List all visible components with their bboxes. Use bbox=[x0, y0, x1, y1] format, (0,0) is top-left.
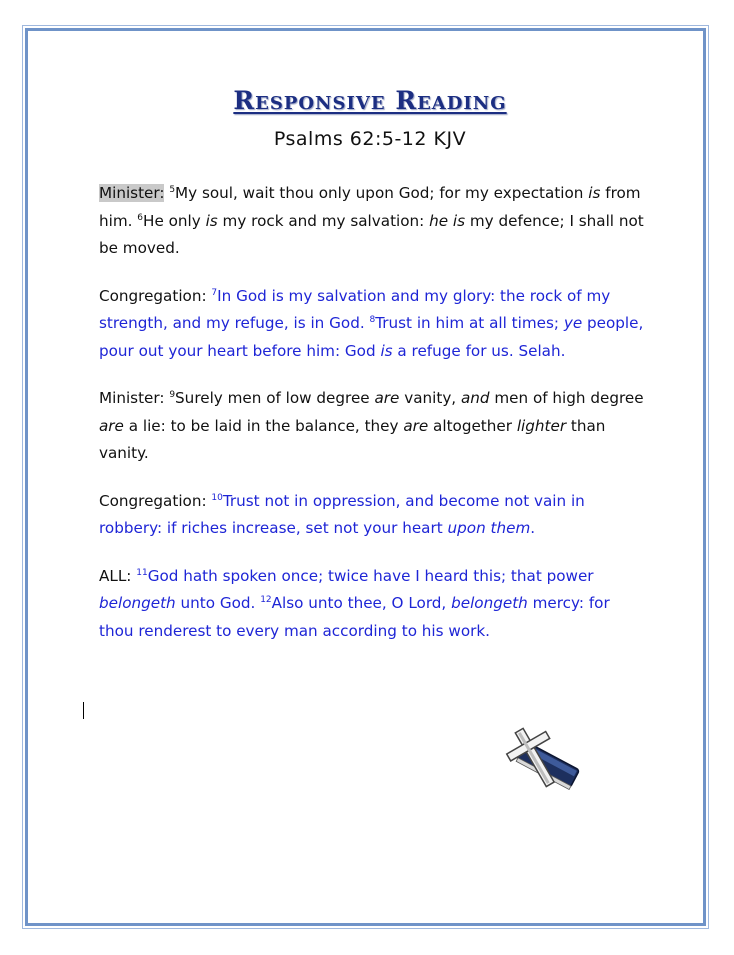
italic-text: belongeth bbox=[99, 594, 176, 612]
italic-text: are bbox=[403, 416, 429, 435]
verse-text: men of high degree bbox=[489, 389, 644, 407]
italic-text: ye bbox=[563, 314, 583, 332]
verse-text: mercy: for thou renderest to every man according to his work. bbox=[99, 594, 610, 640]
verse-number: 8 bbox=[369, 314, 376, 325]
verse-text: my defence; I shall not be moved. bbox=[99, 211, 644, 257]
minister-paragraph-2 bbox=[99, 385, 649, 468]
verse-text: My soul, wait thou only upon God; for my expectation bbox=[175, 184, 589, 202]
verse-text: Trust not in oppression, and become not vain in robbery: if riches increase, set not your heart bbox=[99, 491, 585, 537]
verse-text: Trust in him at all times; bbox=[375, 314, 564, 332]
italic-text: belongeth bbox=[451, 594, 528, 612]
italic-text: he is bbox=[429, 211, 466, 230]
congregation-paragraph-2 bbox=[99, 488, 649, 543]
speaker-label: Congregation: bbox=[99, 286, 207, 305]
verse-text: people, pour out your heart before him: God bbox=[99, 314, 644, 360]
italic-text: upon them bbox=[447, 519, 531, 537]
speaker-label: Congregation: bbox=[99, 491, 207, 510]
verse-text: Also unto thee, O Lord, bbox=[271, 594, 452, 612]
verse-number: 6 bbox=[137, 212, 144, 223]
text-cursor[interactable] bbox=[83, 702, 84, 719]
speaker-label: Minister: bbox=[99, 184, 165, 202]
verse-number: 9 bbox=[169, 389, 176, 400]
verse-text: a refuge for us. Selah. bbox=[392, 341, 566, 360]
verse-number: 5 bbox=[169, 184, 176, 195]
verse-text: He only bbox=[143, 211, 206, 230]
verse-text: than vanity. bbox=[99, 416, 606, 462]
all-paragraph bbox=[99, 563, 649, 646]
scripture-reference: Psalms 62:5-12 KJV bbox=[273, 128, 467, 150]
italic-text: is bbox=[588, 184, 601, 202]
italic-text: are bbox=[99, 416, 124, 435]
verse-number: 10 bbox=[211, 492, 223, 503]
page-title: Responsive Reading bbox=[233, 86, 507, 115]
verse-number: 12 bbox=[260, 594, 272, 605]
verse-text: altogether bbox=[428, 416, 517, 435]
reading-body bbox=[99, 180, 649, 665]
minister-paragraph-1 bbox=[99, 180, 649, 263]
italic-text: is bbox=[205, 211, 218, 230]
italic-text: lighter bbox=[516, 416, 567, 435]
verse-number: 11 bbox=[136, 567, 148, 578]
verse-text: Surely men of low degree bbox=[175, 389, 375, 407]
italic-text: and bbox=[460, 389, 490, 407]
verse-text: God hath spoken once; twice have I heard this; that power bbox=[147, 566, 594, 585]
cross-and-bible-icon bbox=[495, 720, 590, 790]
italic-text: is bbox=[380, 341, 393, 360]
verse-text: unto God. bbox=[175, 594, 261, 612]
congregation-paragraph-1 bbox=[99, 283, 649, 366]
verse-number: 7 bbox=[211, 287, 218, 298]
verse-text: In God is my salvation and my glory: the rock of my strength, and my refuge, is in God. bbox=[99, 286, 611, 332]
verse-text: . bbox=[530, 519, 536, 537]
verse-text: a lie: to be laid in the balance, they bbox=[123, 416, 404, 435]
verse-text: my rock and my salvation: bbox=[217, 211, 430, 230]
speaker-label: ALL: bbox=[99, 566, 132, 585]
speaker-label: Minister: bbox=[99, 389, 165, 407]
verse-text: from him. bbox=[99, 184, 641, 230]
verse-text: vanity, bbox=[399, 389, 461, 407]
italic-text: are bbox=[374, 389, 400, 407]
